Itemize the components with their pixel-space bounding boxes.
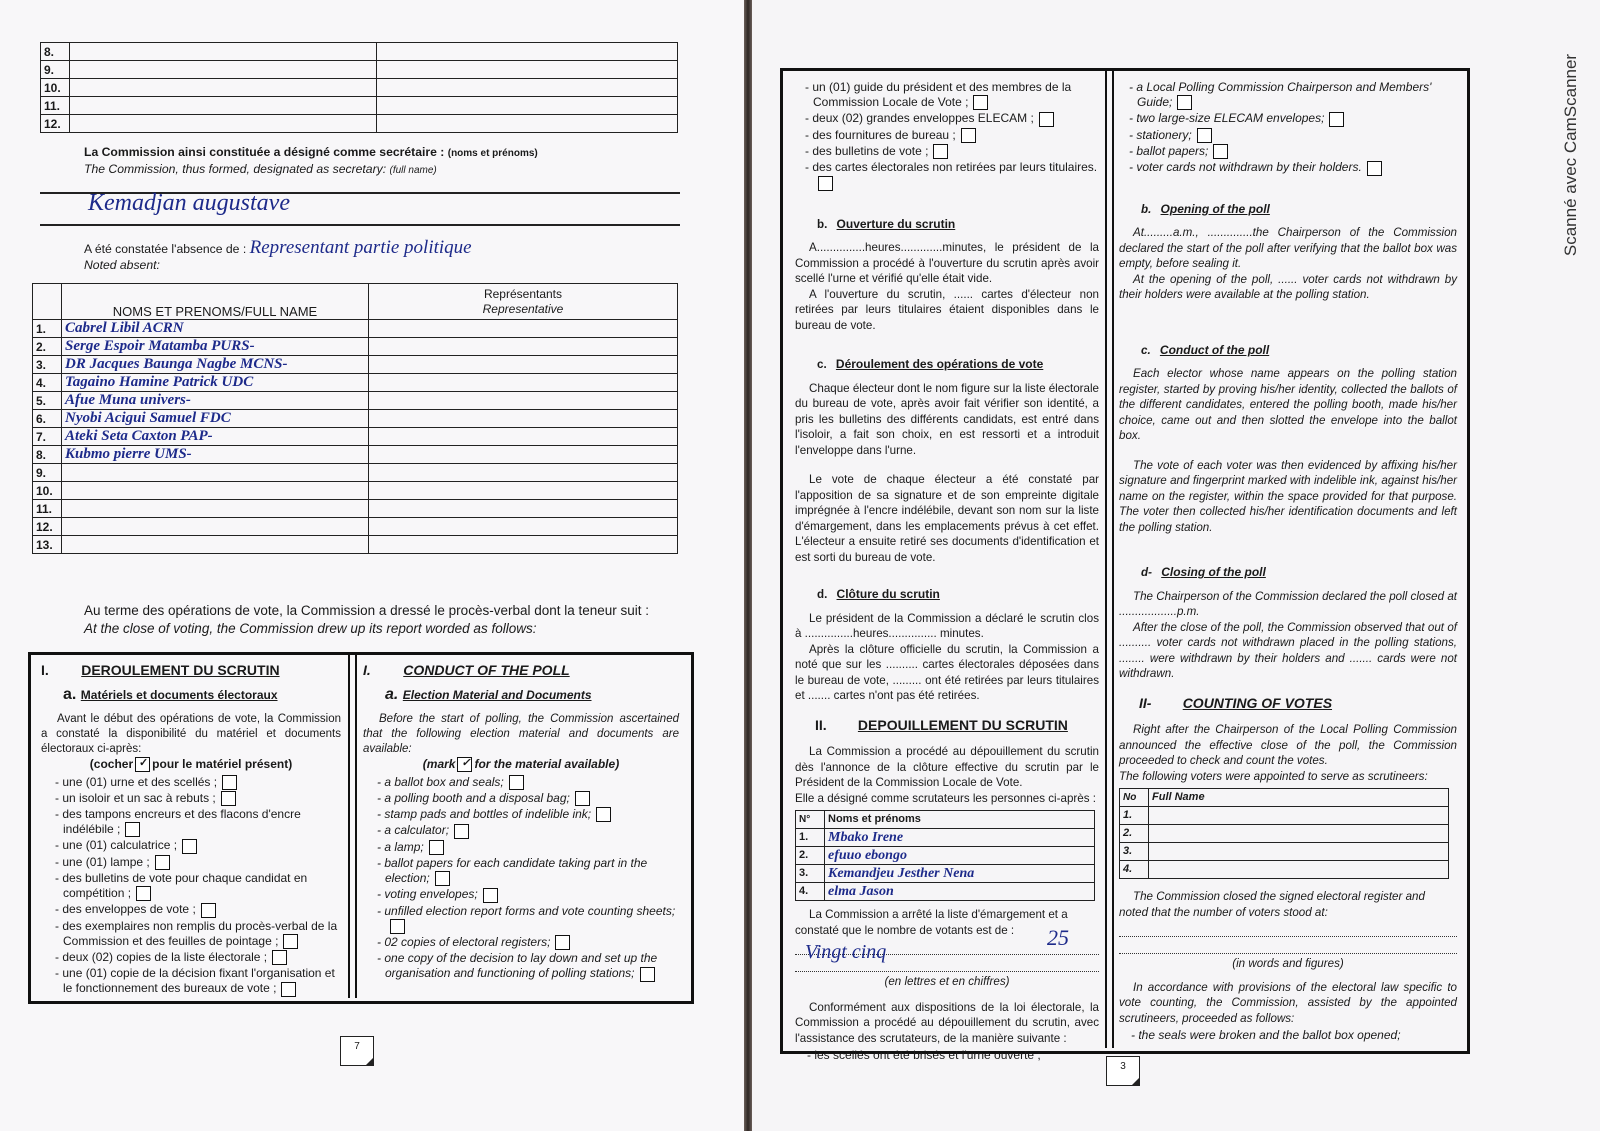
- d-title-en: Closing of the poll: [1161, 565, 1266, 580]
- instruction-fr: [41, 757, 341, 773]
- table-row: [33, 500, 678, 518]
- section-1-en-title: CONDUCT OF THE POLL: [403, 662, 570, 678]
- checkbox[interactable]: [1329, 112, 1344, 127]
- material-item: [55, 775, 341, 790]
- secretary-field[interactable]: [40, 192, 680, 226]
- checkbox[interactable]: [1039, 112, 1054, 127]
- material-label: une (01) lampe ;: [62, 854, 150, 869]
- material-item: [55, 871, 341, 901]
- material-label: a polling booth and a disposal bag;: [384, 790, 570, 805]
- scrutineer-row: [796, 865, 1095, 883]
- scrutineer-row: [1120, 825, 1449, 843]
- material-label: ballot papers for each candidate taking part in the election;: [384, 856, 648, 886]
- material-item: [55, 950, 341, 965]
- absent-section: [84, 237, 684, 273]
- voters-words-field-en[interactable]: [1119, 939, 1457, 954]
- table-row: [41, 115, 678, 133]
- table-row: [33, 482, 678, 500]
- s2-title-fr: DEPOUILLEMENT DU SCRUTIN: [857, 716, 1068, 733]
- scrutineer-name[interactable]: Mbako Irene: [825, 829, 1095, 847]
- c-label-en: c.: [1141, 343, 1151, 357]
- top-members-table: [40, 42, 678, 133]
- material-label: deux (02) copies de la liste électorale ;: [62, 950, 268, 965]
- rep-cell[interactable]: [369, 392, 678, 410]
- opening-p1-en: At.........a.m., ..............the Chairperson of the Commission declared the start of the poll after verifying that the ballot box was empty, before sealing it.: [1119, 226, 1457, 271]
- row-number: 5.: [33, 392, 62, 410]
- name-cell[interactable]: Kubmo pierre UMS-: [62, 446, 369, 464]
- materials-list-fr: [41, 775, 341, 997]
- scrutineer-row: [1120, 807, 1449, 825]
- scrutineer-name[interactable]: elma Jason: [825, 883, 1095, 901]
- b-label-en: b.: [1141, 202, 1152, 216]
- material-label: des tampons encreurs et des flacons d'encre indélébile ;: [62, 807, 301, 837]
- right-fr-column: [788, 72, 1106, 1071]
- material-label: ballot papers;: [1136, 143, 1209, 158]
- section-1-en-num: I.: [363, 662, 371, 678]
- scrutineer-name[interactable]: [1149, 825, 1449, 843]
- material-item: [55, 838, 341, 853]
- material-label: one copy of the decision to lay down and set up the organisation and functioning of polling stations;: [384, 951, 658, 981]
- checkbox[interactable]: [818, 176, 833, 191]
- materials-continued-en: [1119, 80, 1457, 176]
- checkbox[interactable]: [281, 982, 296, 997]
- law-item-fr: - les scellés ont été brisés et l'urne ouverte ;: [807, 1048, 1099, 1063]
- material-label: deux (02) grandes enveloppes ELECAM ;: [812, 111, 1034, 126]
- law-items-fr: [795, 1048, 1099, 1063]
- watermark-text: Scanné avec CamScanner: [1561, 53, 1580, 257]
- sub-a-label: a.: [63, 686, 77, 703]
- material-item: [55, 855, 341, 870]
- right-page: [752, 0, 1600, 1131]
- name-cell[interactable]: Serge Espoir Matamba PURS-: [62, 338, 369, 356]
- material-item: [377, 840, 679, 855]
- counting-p2-en: The following voters were appointed to serve as scrutineers:: [1119, 769, 1428, 783]
- row-number: 7.: [33, 428, 62, 446]
- conduct-p2-fr: Le vote de chaque électeur a été constaté par l'apposition de sa signature et de son empreinte digitale imprégnée à l'encre indélébile, devant son nom sur la liste d'émargement, dans les emplacements prévus à cet effet. L'électeur a ensuite retiré ses documents d'identification et est sorti du bureau de vote.: [795, 473, 1099, 564]
- closing-statement: [84, 602, 704, 638]
- material-item: [805, 128, 1099, 143]
- counting-p1-en: Right after the Chairperson of the Local Polling Commission announced the effective close of the poll, the Commission proceeded to check and count the votes.: [1119, 723, 1457, 768]
- row-number: 2.: [33, 338, 62, 356]
- material-item: [55, 966, 341, 996]
- row-number: 12.: [33, 518, 62, 536]
- closing-fr: Au terme des opérations de vote, la Commission a dressé le procès-verbal dont la teneur suit :: [84, 603, 650, 618]
- name-cell[interactable]: [62, 464, 369, 482]
- material-item: [377, 823, 679, 838]
- rep-cell[interactable]: [369, 500, 678, 518]
- page-number-left: 7: [340, 1036, 374, 1066]
- left-page: [0, 0, 745, 1131]
- row-number: 13.: [33, 536, 62, 554]
- material-item: [377, 887, 679, 902]
- scrutineer-header-name-en: Full Name: [1149, 789, 1449, 807]
- checkbox[interactable]: [961, 128, 976, 143]
- table-row: [33, 428, 678, 446]
- material-label: des bulletins de vote pour chaque candidat en compétition ;: [62, 871, 308, 901]
- name-cell[interactable]: Afue Muna univers-: [62, 392, 369, 410]
- table-row: [33, 374, 678, 392]
- rep-cell[interactable]: [369, 320, 678, 338]
- table-row: [33, 338, 678, 356]
- name-cell[interactable]: [70, 43, 377, 61]
- section-1-fr: [34, 656, 348, 1005]
- opening-p2-fr: A l'ouverture du scrutin, ...... cartes d'électeur non retirées par leurs titulaires étaient disponibles dans le bureau de vote.: [795, 287, 1099, 332]
- name-cell[interactable]: Tagaino Hamine Patrick UDC: [62, 374, 369, 392]
- rep-cell[interactable]: [369, 536, 678, 554]
- header-full-name: NOMS ET PRENOMS/FULL NAME: [62, 284, 369, 320]
- c-title-fr: Déroulement des opérations de vote: [835, 357, 1044, 372]
- material-label: des cartes électorales non retirées par leurs titulaires.: [812, 160, 1098, 175]
- d-label-en: d-: [1141, 566, 1152, 580]
- header-rep-fr: Représentants: [483, 286, 563, 301]
- row-number: 1.: [33, 320, 62, 338]
- row-number: 12.: [41, 115, 70, 133]
- scrutineer-header-name: Noms et prénoms: [825, 811, 1095, 829]
- material-item: [805, 144, 1099, 159]
- absent-value[interactable]: Representant partie politique: [249, 237, 472, 258]
- header-rep-en: Representative: [482, 301, 564, 316]
- scrutineer-name[interactable]: [1149, 861, 1449, 879]
- material-item: [55, 807, 341, 837]
- material-label: des bulletins de vote ;: [812, 143, 929, 158]
- material-label: two large-size ELECAM envelopes;: [1136, 111, 1325, 126]
- rep-cell[interactable]: [377, 61, 678, 79]
- rep-cell[interactable]: [369, 356, 678, 374]
- voters-count-label-fr: La Commission a arrêté la liste d'émargement et a constaté que le nombre de votants est de :: [795, 908, 1068, 937]
- material-item: [55, 902, 341, 917]
- table-row: [33, 356, 678, 374]
- intro-fr: Avant le début des opérations de vote, la Commission a constaté la disponibilité du matériel et documents électoraux ci-après:: [41, 713, 341, 755]
- material-item: [377, 775, 679, 790]
- material-item: [1129, 160, 1457, 175]
- name-cell[interactable]: [70, 79, 377, 97]
- secretary-note-en: (full name): [389, 164, 437, 176]
- checkbox[interactable]: [136, 886, 151, 901]
- name-cell[interactable]: [62, 500, 369, 518]
- checkbox[interactable]: [435, 871, 450, 886]
- rep-cell[interactable]: [377, 115, 678, 133]
- b-label-fr: b.: [817, 217, 828, 231]
- material-item: [1129, 128, 1457, 143]
- scrutineer-name[interactable]: efuuo ebongo: [825, 847, 1095, 865]
- check-sample-icon: [457, 757, 472, 772]
- page-number-right: 3: [1106, 1056, 1140, 1086]
- row-number: 4.: [796, 883, 825, 901]
- scrutineer-name[interactable]: Kemandjeu Jesther Nena: [825, 865, 1095, 883]
- table-row: [33, 320, 678, 338]
- material-label: une (01) calculatrice ;: [62, 838, 178, 853]
- sub-a-title-en: Election Material and Documents: [402, 688, 592, 702]
- rep-cell[interactable]: [377, 79, 678, 97]
- d-title-fr: Clôture du scrutin: [836, 587, 940, 602]
- row-number: 1.: [796, 829, 825, 847]
- material-label: des enveloppes de vote ;: [62, 902, 196, 917]
- s2-num-en: II-: [1139, 694, 1152, 711]
- row-number: 10.: [41, 79, 70, 97]
- material-item: [377, 935, 679, 950]
- secretary-value: Kemadjan augustave: [88, 190, 290, 216]
- materials-list-en: [363, 775, 679, 982]
- material-label: 02 copies of electoral registers;: [384, 935, 551, 950]
- material-label: a lamp;: [384, 839, 424, 854]
- voters-note-fr: (en lettres et en chiffres): [884, 975, 1010, 989]
- material-item: [377, 951, 679, 981]
- rep-cell[interactable]: [369, 428, 678, 446]
- checkbox[interactable]: [222, 775, 237, 790]
- law-p-en: In accordance with provisions of the electoral law specific to vote counting, the Commission, assisted by the appointed scrutineers, proceeded as follows:: [1119, 980, 1457, 1025]
- scrutineer-row: [1120, 843, 1449, 861]
- row-number: 4.: [33, 374, 62, 392]
- name-cell[interactable]: [70, 97, 377, 115]
- table-row: [41, 97, 678, 115]
- checkbox[interactable]: [201, 903, 216, 918]
- material-label: stationery;: [1136, 127, 1192, 142]
- conduct-p1-fr: Chaque électeur dont le nom figure sur la liste électorale du bureau de vote, après avoir fait vérifier son identité, a pris les bulletins des différents candidats, est entré dans l'isoloir, a fait son choix, en est ressorti et a introduit l'enveloppe dans l'urne.: [795, 381, 1100, 457]
- name-cell[interactable]: Ateki Seta Caxton PAP-: [62, 428, 369, 446]
- instruction-post-en: for the material available): [474, 757, 620, 771]
- row-number: 4.: [1120, 861, 1149, 879]
- checkbox[interactable]: [933, 144, 948, 159]
- name-cell[interactable]: [62, 482, 369, 500]
- absent-label-en: Noted absent:: [84, 257, 160, 272]
- row-number: 9.: [33, 464, 62, 482]
- name-cell[interactable]: [70, 61, 377, 79]
- rep-cell[interactable]: [369, 482, 678, 500]
- material-label: a ballot box and seals;: [384, 774, 504, 789]
- checkbox[interactable]: [272, 950, 287, 965]
- material-item: [805, 160, 1099, 190]
- rep-cell[interactable]: [369, 446, 678, 464]
- voters-words: Vingt cinq: [805, 941, 887, 964]
- counting-p2-fr: Elle a désigné comme scrutateurs les personnes ci-après :: [795, 791, 1096, 805]
- law-items-en: [1119, 1028, 1457, 1043]
- material-label: des fournitures de bureau ;: [812, 127, 956, 142]
- name-cell[interactable]: Nyobi Acigui Samuel FDC: [62, 410, 369, 428]
- material-item: [377, 904, 679, 934]
- material-label: stamp pads and bottles of indelible ink;: [384, 807, 592, 822]
- rep-cell[interactable]: [369, 338, 678, 356]
- section-1-fr-num: I.: [41, 662, 49, 678]
- checkbox[interactable]: [555, 935, 570, 950]
- instruction-post: pour le matériel présent): [152, 757, 293, 771]
- header-representative: [369, 284, 678, 320]
- opening-p1-fr: A...............heures.............minutes, le président de la Commission a procédé à l'ouverture du scrutin après avoir scellé l'urne et vérifié qu'elle était vide.: [795, 241, 1099, 286]
- closing-en: At the close of voting, the Commission drew up its report worded as follows:: [84, 621, 537, 636]
- right-en-column: [1112, 72, 1464, 1051]
- row-number: 1.: [1120, 807, 1149, 825]
- scrutineer-row: [796, 829, 1095, 847]
- checkbox[interactable]: [125, 822, 140, 837]
- scrutineer-name[interactable]: [1149, 843, 1449, 861]
- row-number: 11.: [33, 500, 62, 518]
- scrutineers-table-fr: [795, 810, 1095, 901]
- d-label-fr: d.: [817, 588, 828, 602]
- row-number: 9.: [41, 61, 70, 79]
- checkbox[interactable]: [1177, 95, 1192, 110]
- section-1-fr-title: DEROULEMENT DU SCRUTIN: [81, 662, 280, 678]
- checkbox[interactable]: [596, 807, 611, 822]
- material-label: voting envelopes;: [384, 887, 478, 902]
- rep-cell[interactable]: [377, 97, 678, 115]
- section-1-en: [356, 656, 686, 990]
- voters-note-en: (in words and figures): [1232, 957, 1344, 971]
- instruction-en: [363, 757, 679, 773]
- material-label: un isoloir et un sac à rebuts ;: [62, 790, 216, 805]
- row-number: 3.: [796, 865, 825, 883]
- checkbox[interactable]: [454, 824, 469, 839]
- name-cell[interactable]: [62, 536, 369, 554]
- camscanner-watermark: [1556, 40, 1586, 280]
- closing-p2-fr: Après la clôture officielle du scrutin, la Commission a noté que sur les .......... cartes électorales déposées dans le bureau de vote, ......... ont été retirées par leurs titulaires et ....... cartes n'ont pas été retirées.: [795, 642, 1099, 703]
- secretary-label-en: The Commission, thus formed, designated as secretary:: [84, 161, 387, 176]
- s2-title-en: COUNTING OF VOTES: [1182, 694, 1333, 711]
- instruction-pre: (cocher: [89, 757, 134, 771]
- material-label: des exemplaires non remplis du procès-verbal de la Commission et des feuilles de pointage ;: [62, 918, 338, 948]
- row-number: 3.: [1120, 843, 1149, 861]
- secretary-label-fr: La Commission ainsi constituée a désigné comme secrétaire :: [84, 145, 445, 159]
- checkbox[interactable]: [483, 888, 498, 903]
- closing-p1-fr: Le président de la Commission a déclaré le scrutin clos à ...............heures............... minutes.: [795, 611, 1099, 641]
- material-item: [805, 111, 1099, 126]
- row-number: 11.: [41, 97, 70, 115]
- checkbox[interactable]: [1197, 128, 1212, 143]
- conduct-p1-en: Each elector whose name appears on the polling station register, started by proving his/her identity, collected the ballots of the different candidates, entered the polling booth, made his/her choice, came out and then slotted the envelope into the ballot box.: [1119, 367, 1457, 443]
- material-label: a calculator;: [384, 823, 450, 838]
- scrutineer-header-num: N°: [796, 811, 825, 829]
- law-item-en: - the seals were broken and the ballot box opened;: [1131, 1028, 1457, 1043]
- material-item: [55, 919, 341, 949]
- intro-en: Before the start of polling, the Commission ascertained that the following election material and documents are available:: [363, 713, 679, 755]
- name-cell[interactable]: [62, 518, 369, 536]
- voters-words-field[interactable]: [795, 941, 1099, 972]
- checkbox[interactable]: [155, 855, 170, 870]
- table-row: [33, 464, 678, 482]
- closing-p2-en: After the close of the poll, the Commission observed that out of .......... voter cards not withdrawn placed in the polling stations, ........ were withdrawn by their holders and ....... cards were not withdrawn.: [1119, 620, 1457, 681]
- material-item: [1129, 111, 1457, 126]
- counting-p1-fr: La Commission a procédé au dépouillement du scrutin dès l'annonce de la clôture effective du scrutin par le Président de la Commission Locale de Vote.: [795, 745, 1099, 790]
- conduct-p2-en: The vote of each voter was then evidenced by affixing his/her signature and fingerprint marked with indelible ink, against his/her name on the register, within the space provided for that purpose. The voter then collected his/her identification documents and left the polling station.: [1119, 458, 1457, 534]
- table-row: [33, 392, 678, 410]
- sub-a-label-en: a.: [385, 686, 399, 703]
- name-cell[interactable]: [70, 115, 377, 133]
- checkbox[interactable]: [182, 839, 197, 854]
- table-row: [41, 79, 678, 97]
- scrutineer-name[interactable]: [1149, 807, 1449, 825]
- b-title-en: Opening of the poll: [1160, 201, 1270, 216]
- material-label: unfilled election report forms and vote counting sheets;: [384, 903, 676, 918]
- law-p-fr: Conformément aux dispositions de la loi électorale, la Commission a procédé au dépouillement du scrutin, avec l'assistance des scrutateurs, de la manière suivante :: [795, 1000, 1099, 1045]
- row-number: 8.: [41, 43, 70, 61]
- rep-cell[interactable]: [369, 410, 678, 428]
- table-row: [41, 61, 678, 79]
- voters-figure: 25: [1047, 925, 1069, 951]
- material-item: [1129, 80, 1457, 110]
- voters-figure-field-en[interactable]: [1119, 922, 1457, 937]
- table-row: [33, 446, 678, 464]
- table-row: [33, 536, 678, 554]
- rep-cell[interactable]: [369, 464, 678, 482]
- instruction-pre-en: (mark: [422, 757, 456, 771]
- material-item: [377, 791, 679, 806]
- material-item: [805, 80, 1099, 110]
- checkbox[interactable]: [429, 840, 444, 855]
- rep-cell[interactable]: [369, 374, 678, 392]
- row-number: 8.: [33, 446, 62, 464]
- row-number: 6.: [33, 410, 62, 428]
- scrutineer-header-num-en: No: [1120, 789, 1149, 807]
- secretary-note-fr: (noms et prénoms): [447, 148, 538, 159]
- material-label: voter cards not withdrawn by their holders.: [1136, 160, 1362, 175]
- scrutineer-row: [796, 883, 1095, 901]
- b-title-fr: Ouverture du scrutin: [836, 216, 956, 231]
- table-row: [33, 410, 678, 428]
- material-label: a Local Polling Commission Chairperson and Members' Guide;: [1136, 80, 1432, 109]
- table-row: [33, 518, 678, 536]
- absent-label-fr: A été constatée l'absence de :: [84, 242, 247, 256]
- c-title-en: Conduct of the poll: [1159, 342, 1270, 357]
- scrutineers-table-en: [1119, 788, 1449, 879]
- checkbox[interactable]: [575, 791, 590, 806]
- material-item: [377, 856, 679, 886]
- closing-p1-en: The Chairperson of the Commission declared the poll closed at ..................p.m.: [1119, 589, 1457, 619]
- representatives-table: [32, 283, 678, 554]
- table-row: [41, 43, 678, 61]
- name-cell[interactable]: DR Jacques Baunga Nagbe MCNS-: [62, 356, 369, 374]
- scrutineer-row: [1120, 861, 1449, 879]
- s2-num-fr: II.: [815, 716, 827, 733]
- checkbox[interactable]: [283, 934, 298, 949]
- row-number: 2.: [796, 847, 825, 865]
- name-cell[interactable]: Cabrel Libil ACRN: [62, 320, 369, 338]
- material-label: un (01) guide du président et des membres de la Commission Locale de Vote ;: [812, 80, 1072, 109]
- material-item: [55, 791, 341, 806]
- sub-a-title-fr: Matériels et documents électoraux: [80, 688, 278, 702]
- material-item: [1129, 144, 1457, 159]
- checkbox[interactable]: [640, 967, 655, 982]
- scrutineer-row: [796, 847, 1095, 865]
- row-number: 3.: [33, 356, 62, 374]
- secretary-section: [84, 145, 684, 178]
- material-label: une (01) urne et des scellés ;: [62, 774, 218, 789]
- voters-count-label-en: The Commission closed the signed electoral register and noted that the number of voters stood at:: [1119, 890, 1425, 919]
- material-label: une (01) copie de la décision fixant l'organisation et le fonctionnement des bureaux de vote ;: [62, 966, 335, 996]
- row-number: 2.: [1120, 825, 1149, 843]
- checkbox[interactable]: [509, 775, 524, 790]
- materials-continued-fr: [795, 80, 1099, 191]
- material-item: [377, 807, 679, 822]
- c-label-fr: c.: [817, 358, 827, 372]
- row-number: 10.: [33, 482, 62, 500]
- checkbox[interactable]: [1213, 144, 1228, 159]
- check-sample-icon: [135, 757, 150, 772]
- book-spine: [744, 0, 752, 1131]
- checkbox[interactable]: [973, 95, 988, 110]
- rep-cell[interactable]: [377, 43, 678, 61]
- checkbox[interactable]: [390, 919, 405, 934]
- checkbox[interactable]: [221, 791, 236, 806]
- checkbox[interactable]: [1367, 161, 1382, 176]
- rep-cell[interactable]: [369, 518, 678, 536]
- opening-p2-en: At the opening of the poll, ...... voter cards not withdrawn by their holders were available at the polling station.: [1119, 272, 1457, 302]
